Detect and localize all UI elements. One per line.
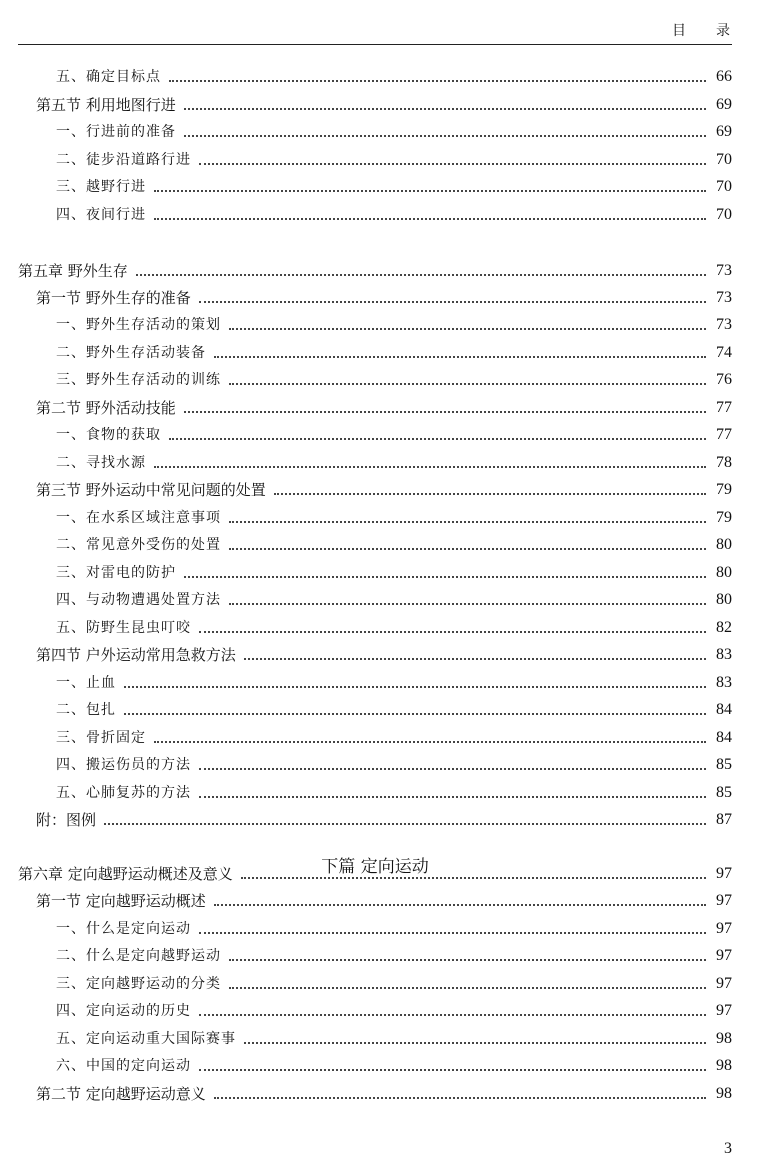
toc-entry[interactable]	[0, 1051, 732, 1075]
toc-entry[interactable]	[0, 283, 732, 307]
toc-entry-title: 三、越野行进	[56, 179, 146, 195]
toc-entry-title: 二、野外生存活动装备	[56, 345, 206, 361]
part-title: 下篇 定向运动	[321, 857, 429, 877]
toc-entry-page: 80	[716, 591, 732, 608]
dot-leader	[154, 466, 706, 468]
toc-entry[interactable]	[0, 668, 732, 692]
toc-entry-page: 97	[716, 920, 732, 937]
toc-entry[interactable]	[0, 723, 732, 747]
toc-entry[interactable]	[0, 1024, 732, 1048]
toc-entry[interactable]	[0, 585, 732, 609]
toc-entry[interactable]	[0, 613, 732, 637]
toc-entry-title: 一、在水系区域注意事项	[56, 510, 221, 526]
header-title: 目录	[672, 23, 760, 39]
toc-entry-page: 66	[716, 68, 732, 85]
toc-entry-title: 五、防野生昆虫叮咬	[56, 620, 191, 636]
dot-leader	[199, 768, 706, 770]
toc-entry-page: 70	[716, 151, 732, 168]
dot-leader	[184, 411, 706, 413]
toc-entry-title: 第四节 户外运动常用急救方法	[36, 646, 236, 664]
toc-entry[interactable]	[0, 172, 732, 196]
dot-leader	[229, 987, 706, 989]
toc-entry-title: 五、确定目标点	[56, 69, 161, 85]
toc-entry[interactable]	[0, 778, 732, 802]
toc-entry[interactable]	[0, 393, 732, 417]
dot-leader	[244, 658, 706, 660]
toc-entry-title: 五、定向运动重大国际赛事	[56, 1031, 236, 1047]
toc-entry-title: 一、食物的获取	[56, 427, 161, 443]
dot-leader	[199, 1069, 706, 1071]
toc-entry-title: 一、行进前的准备	[56, 124, 176, 140]
toc-entry-title: 附：图例	[36, 811, 97, 829]
dot-leader	[229, 383, 706, 385]
dot-leader	[184, 108, 706, 110]
toc-entry-page: 69	[716, 123, 732, 140]
toc-entry[interactable]	[0, 914, 732, 938]
toc-entry-page: 79	[716, 481, 732, 498]
toc-entry-title: 三、野外生存活动的训练	[56, 372, 221, 388]
toc-entry[interactable]	[0, 640, 732, 664]
dot-leader	[241, 877, 706, 879]
dot-leader	[199, 796, 706, 798]
dot-leader	[214, 904, 706, 906]
toc-entry-page: 97	[716, 1002, 732, 1019]
toc-entry-title: 一、野外生存活动的策划	[56, 317, 221, 333]
toc-entry-title: 三、骨折固定	[56, 730, 146, 746]
toc-entry-title: 第三节 野外运动中常见问题的处置	[36, 481, 266, 499]
dot-leader	[199, 163, 706, 165]
toc-entry-title: 四、搬运伤员的方法	[56, 757, 191, 773]
toc-entry-page: 70	[716, 178, 732, 195]
toc-entry-title: 三、对雷电的防护	[56, 565, 176, 581]
toc-entry-title: 二、寻找水源	[56, 455, 146, 471]
dot-leader	[184, 576, 706, 578]
dot-leader	[199, 932, 706, 934]
dot-leader	[169, 80, 706, 82]
toc-entry[interactable]	[0, 310, 732, 334]
toc-entry-page: 80	[716, 536, 732, 553]
toc-entry-title: 二、什么是定向越野运动	[56, 948, 221, 964]
dot-leader	[199, 301, 706, 303]
toc-entry-title: 第二节 野外活动技能	[36, 399, 176, 417]
toc-entry-page: 77	[716, 399, 732, 416]
dot-leader	[169, 438, 706, 440]
toc-entry[interactable]	[0, 145, 732, 169]
toc-entry[interactable]	[0, 117, 732, 141]
toc-entry[interactable]	[0, 420, 732, 444]
toc-entry[interactable]	[0, 996, 732, 1020]
toc-entry[interactable]	[0, 750, 732, 774]
toc-entry-page: 98	[716, 1030, 732, 1047]
toc-entry-page: 70	[716, 206, 732, 223]
dot-leader	[229, 548, 706, 550]
toc-entry[interactable]	[0, 62, 732, 86]
toc-entry-page: 82	[716, 619, 732, 636]
dot-leader	[154, 190, 706, 192]
toc-entry-title: 二、徒步沿道路行进	[56, 152, 191, 168]
toc-entry-page: 97	[716, 865, 732, 882]
dot-leader	[229, 328, 706, 330]
toc-entry[interactable]	[0, 886, 732, 910]
toc-entry[interactable]	[0, 200, 732, 224]
dot-leader	[214, 1097, 706, 1099]
toc-entry-page: 85	[716, 784, 732, 801]
toc-entry-title: 第二节 定向越野运动意义	[36, 1085, 206, 1103]
toc-entry-page: 83	[716, 674, 732, 691]
toc-entry-title: 三、定向越野运动的分类	[56, 976, 221, 992]
toc-entry-page: 97	[716, 892, 732, 909]
dot-leader	[154, 741, 706, 743]
toc-entry[interactable]	[0, 503, 732, 527]
toc-entry-title: 第一节 野外生存的准备	[36, 289, 191, 307]
toc-entry-page: 73	[716, 262, 732, 279]
toc-entry-page: 76	[716, 371, 732, 388]
toc-entry-title: 四、夜间行进	[56, 207, 146, 223]
toc-entry-page: 73	[716, 316, 732, 333]
toc-entry[interactable]	[0, 805, 732, 829]
dot-leader	[199, 631, 706, 633]
toc-entry[interactable]	[0, 448, 732, 472]
toc-entry-page: 98	[716, 1057, 732, 1074]
toc-entry[interactable]	[0, 969, 732, 993]
dot-leader	[154, 218, 706, 220]
toc-entry-title: 第六章 定向越野运动概述及意义	[18, 865, 233, 883]
dot-leader	[214, 356, 706, 358]
toc-entry-page: 83	[716, 646, 732, 663]
toc-entry-page: 97	[716, 947, 732, 964]
toc-entry-title: 一、什么是定向运动	[56, 921, 191, 937]
dot-leader	[124, 713, 706, 715]
toc-entry-title: 六、中国的定向运动	[56, 1058, 191, 1074]
toc-entry-page: 77	[716, 426, 732, 443]
page-header	[18, 14, 760, 45]
toc-entry[interactable]	[0, 475, 732, 499]
toc-entry[interactable]	[0, 695, 732, 719]
toc-entry-page: 79	[716, 509, 732, 526]
toc-entry-page: 84	[716, 729, 732, 746]
toc-entry-title: 二、常见意外受伤的处置	[56, 537, 221, 553]
dot-leader	[229, 603, 706, 605]
dot-leader	[136, 274, 706, 276]
toc-entry[interactable]	[0, 558, 732, 582]
dot-leader	[199, 1014, 706, 1016]
toc-entry-page: 87	[716, 811, 732, 828]
toc-entry[interactable]	[0, 365, 732, 389]
toc-entry-page: 97	[716, 975, 732, 992]
dot-leader	[104, 823, 706, 825]
toc-entry[interactable]	[0, 90, 732, 114]
toc-entry-title: 第五章 野外生存	[18, 262, 128, 280]
toc-entry[interactable]	[0, 530, 732, 554]
toc-entry-page: 73	[716, 289, 732, 306]
toc-entry-title: 四、定向运动的历史	[56, 1003, 191, 1019]
toc-entry-page: 85	[716, 756, 732, 773]
toc-entry-title: 第一节 定向越野运动概述	[36, 892, 206, 910]
toc-entry-title: 二、包扎	[56, 702, 116, 718]
toc-entry-page: 98	[716, 1085, 732, 1102]
dot-leader	[124, 686, 706, 688]
dot-leader	[229, 959, 706, 961]
dot-leader	[244, 1042, 706, 1044]
page-number: 3	[724, 1140, 732, 1157]
toc-entry[interactable]	[0, 256, 732, 280]
toc-entry[interactable]	[0, 338, 732, 362]
dot-leader	[229, 521, 706, 523]
toc-entry-title: 五、心肺复苏的方法	[56, 785, 191, 801]
toc-entry-title: 四、与动物遭遇处置方法	[56, 592, 221, 608]
toc-entry-page: 80	[716, 564, 732, 581]
toc-entry[interactable]	[0, 1079, 732, 1103]
toc-entry-page: 78	[716, 454, 732, 471]
dot-leader	[184, 135, 706, 137]
dot-leader	[274, 493, 706, 495]
toc-entry-page: 69	[716, 96, 732, 113]
toc-entry-title: 第五节 利用地图行进	[36, 96, 176, 114]
toc-entry-page: 74	[716, 344, 732, 361]
toc-entry-title: 一、止血	[56, 675, 116, 691]
toc-entry-page: 84	[716, 701, 732, 718]
toc-entry[interactable]	[0, 941, 732, 965]
